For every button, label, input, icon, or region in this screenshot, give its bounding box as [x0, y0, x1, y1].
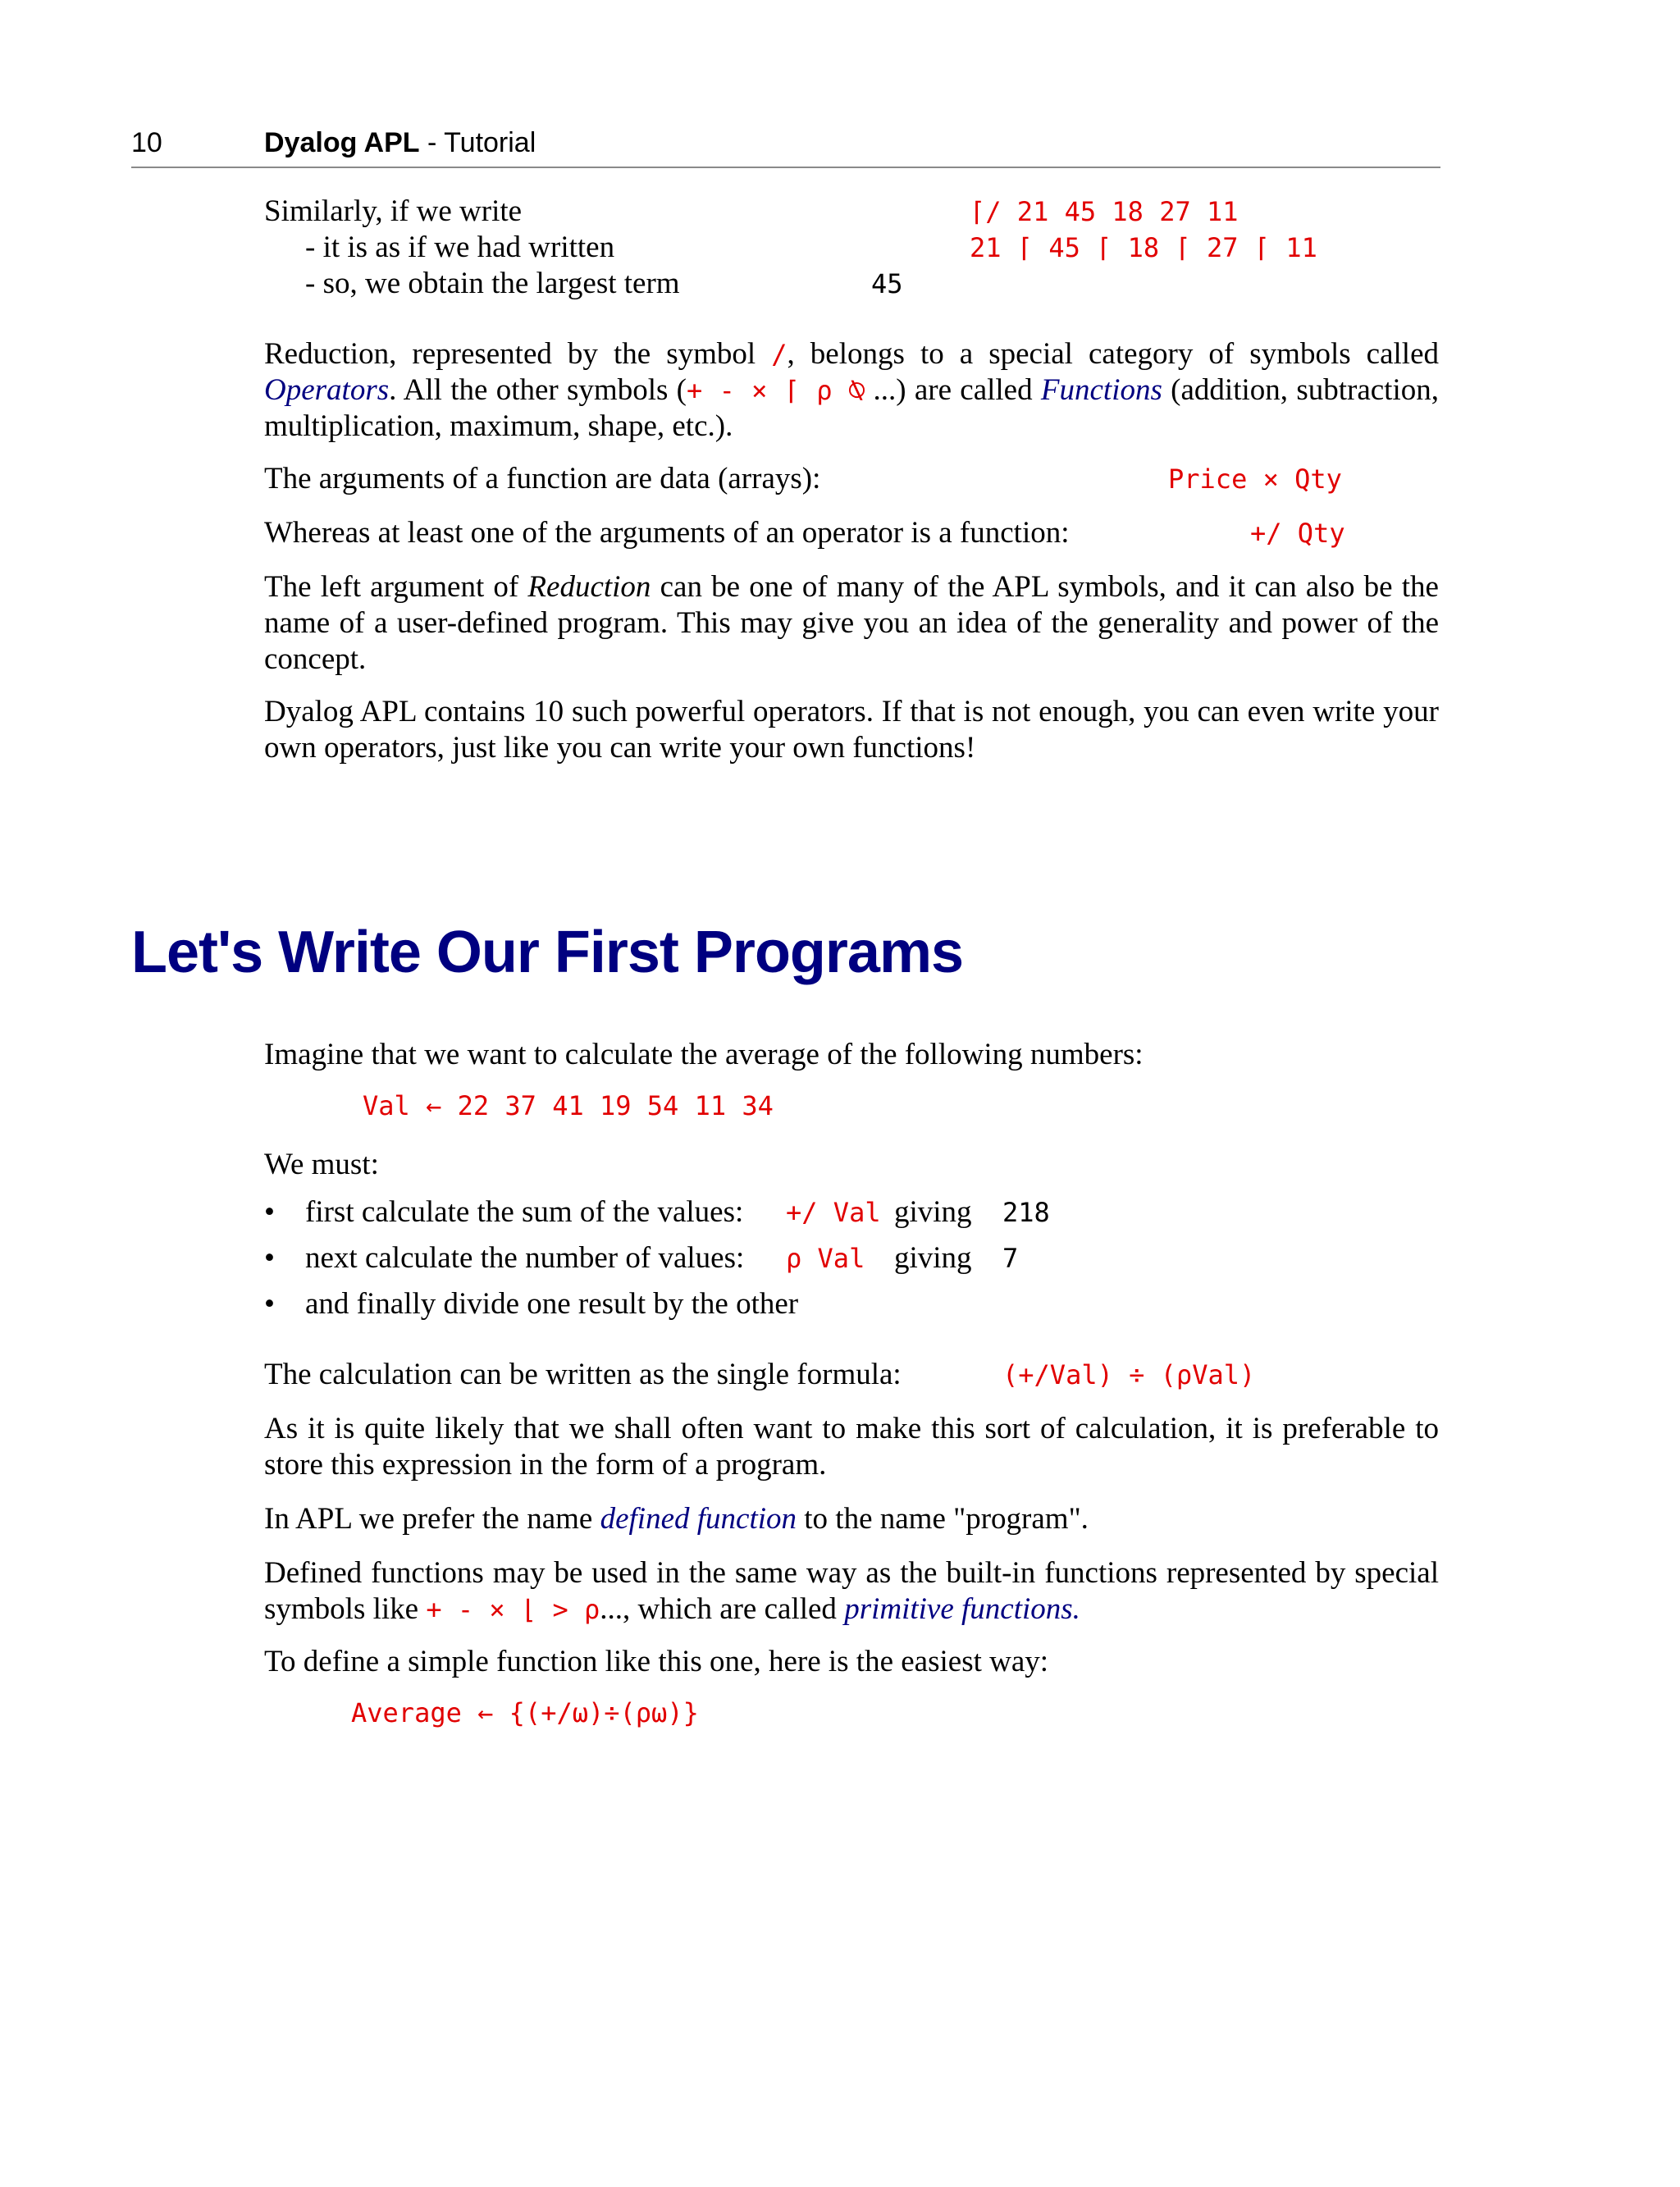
left-arg-text-2: can be one of many of the APL symbols, and it can also be the name of a user-defined program. This may give you an idea of the generality and power of the concept. [264, 570, 1439, 676]
running-title [264, 127, 536, 159]
prefer-line [264, 1501, 1089, 1537]
bullet-symbol: • [264, 1195, 275, 1229]
defined-functions-paragraph [264, 1555, 1439, 1628]
formula-code: (+/Val) ÷ (ρVal) [1002, 1359, 1256, 1390]
bullet-symbol: • [264, 1241, 275, 1275]
bullet-text: and finally divide one result by the other [305, 1287, 799, 1321]
average-code: Average ← {(+/⍵)÷(ρ⍵)} [351, 1697, 699, 1728]
bullet-text: next calculate the number of values: [305, 1241, 745, 1275]
reduction-text-4: ...) are called [865, 373, 1041, 407]
primitive-functions-term: primitive functions. [844, 1592, 1080, 1626]
similarly-result: 45 [871, 268, 903, 299]
dyalog-paragraph: Dyalog APL contains 10 such powerful operators. If that is not enough, you can even write your own operators, just like you can write your own functions! [264, 695, 1439, 765]
left-arg-text-1: The left argument of [264, 570, 528, 604]
arguments-code: Price × Qty [1168, 463, 1342, 495]
operators-term: Operators [264, 373, 390, 407]
similarly-code-2: 21 ⌈ 45 ⌈ 18 ⌈ 27 ⌈ 11 [970, 232, 1317, 263]
bullet-result: 218 [1002, 1197, 1050, 1228]
left-argument-paragraph [264, 569, 1439, 678]
likely-paragraph: As it is quite likely that we shall often want to make this sort of calculation, it is preferable to store this expression in the form of a program. [264, 1412, 1439, 1482]
bullet-code: ρ Val [786, 1243, 865, 1274]
reduction-paragraph [264, 336, 1439, 445]
defined-text-1: Defined functions may be used in the same way as the built-in functions represented by special symbols like [264, 1556, 1439, 1626]
bullet-giving: giving [894, 1241, 972, 1275]
reduction-text-5: (addition, subtraction, multiplication, maximum, shape, etc.). [264, 373, 1439, 443]
defined-text-2: ..., which are called [600, 1592, 845, 1626]
primitive-symbols: + - × ⌊ > ρ [426, 1594, 600, 1625]
bullet-result: 7 [1002, 1243, 1019, 1274]
formula-line: The calculation can be written as the single formula: [264, 1358, 902, 1391]
bullet-giving: giving [894, 1195, 972, 1229]
prefer-text-2: to the name "program". [797, 1502, 1089, 1536]
defined-function-term: defined function [600, 1502, 797, 1536]
imagine-line: Imagine that we want to calculate the average of the following numbers: [264, 1038, 1144, 1071]
reduction-text-3: . All the other symbols ( [389, 373, 687, 407]
prefer-text-1: In APL we prefer the name [264, 1502, 600, 1536]
similarly-line-2: - it is as if we had written [305, 231, 615, 264]
running-title-bold: Dyalog APL [264, 127, 420, 158]
function-symbols: + - × ⌈ ρ ⍉ [687, 375, 865, 406]
similarly-line-3: - so, we obtain the largest term [305, 267, 680, 300]
page-header [131, 127, 1440, 168]
val-assignment-code: Val ← 22 37 41 19 54 11 34 [363, 1090, 774, 1121]
similarly-line-1: Similarly, if we write [264, 194, 523, 228]
we-must-line: We must: [264, 1148, 379, 1181]
running-title-rest: - Tutorial [419, 127, 536, 158]
page-number: 10 [131, 127, 162, 158]
bullet-text: first calculate the sum of the values: [305, 1195, 744, 1229]
whereas-code: +/ Qty [1250, 518, 1345, 549]
reduction-symbol: / [771, 339, 788, 370]
bullet-code: +/ Val [786, 1197, 881, 1228]
to-define-line: To define a simple function like this one, here is the easiest way: [264, 1645, 1049, 1678]
functions-term: Functions [1040, 373, 1162, 407]
reduction-term: Reduction [527, 570, 651, 604]
bullet-symbol: • [264, 1287, 275, 1321]
arguments-line: The arguments of a function are data (arrays): [264, 462, 821, 495]
reduction-text-1: Reduction, represented by the symbol [264, 337, 772, 371]
similarly-code-1: ⌈/ 21 45 18 27 11 [970, 196, 1239, 227]
reduction-text-2: , belongs to a special category of symbols called [787, 337, 1439, 371]
section-heading: Let's Write Our First Programs [131, 920, 964, 985]
whereas-line: Whereas at least one of the arguments of an operator is a function: [264, 516, 1070, 550]
